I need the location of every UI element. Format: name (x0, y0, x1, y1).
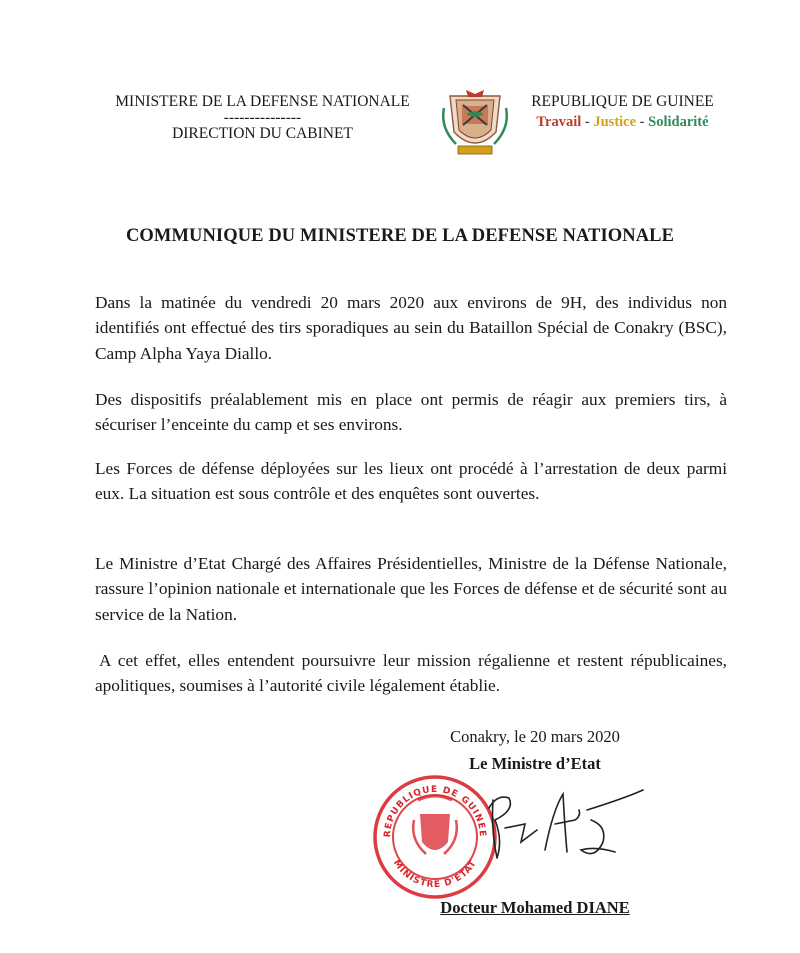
cabinet-direction: DIRECTION DU CABINET (172, 125, 353, 142)
motto-word-justice: Justice (593, 114, 637, 130)
motto-word-travail: Travail (536, 114, 582, 130)
svg-text:REPUBLIQUE DE GUINEE: REPUBLIQUE DE GUINEE (382, 784, 488, 838)
national-motto (515, 112, 730, 132)
body-paragraph: Des dispositifs préalablement mis en place ont permis de réagir aux premiers tirs, à sécuriser l’enceinte du camp et ses environs. (95, 390, 727, 435)
svg-text:MINISTRE D'ETAT: MINISTRE D'ETAT (390, 858, 480, 891)
motto-separator: - (581, 114, 594, 130)
communique-title: COMMUNIQUE DU MINISTERE DE LA DEFENSE NATIONALE (125, 226, 675, 246)
motto-word-solidarite: Solidarité (648, 114, 709, 130)
ministry-header (90, 92, 435, 144)
signatory-name: Docteur Mohamed DIANE (440, 898, 630, 917)
motto-separator: - (636, 114, 649, 130)
republic-name: REPUBLIQUE DE GUINEE (531, 93, 714, 110)
body-paragraph: Dans la matinée du vendredi 20 mars 2020 aux environs de 9H, des individus non identifiés ont effectué des tirs sporadiques au sein du Bataillon Spécial de Conakry (BSC), Camp Alpha Yaya Diallo. (95, 293, 727, 363)
body-paragraph: Les Forces de défense déployées sur les lieux ont procédé à l’arrestation de deux parmi eux. La situation est sous contrôle et des enquêtes sont ouvertes. (95, 459, 727, 504)
body-paragraph: Le Ministre d’Etat Chargé des Affaires Présidentielles, Ministre de la Défense Nationale, rassure l’opinion nationale et internationale que les Forces de défense et de sécurité sont au service de la Nation. (95, 554, 727, 624)
body-paragraph: A cet effet, elles entendent poursuivre leur mission régalienne et restent républicaines, apolitiques, soumises à l’autorité civile légalement établie. (95, 651, 727, 696)
republic-header (515, 92, 730, 132)
coat-of-arms-icon (436, 88, 514, 160)
header-divider: --------------- (223, 109, 302, 126)
signatory-role: Le Ministre d’Etat (469, 754, 601, 773)
place-and-date: Conakry, le 20 mars 2020 (450, 727, 620, 746)
ministry-name: MINISTERE DE LA DEFENSE NATIONALE (115, 93, 410, 110)
handwritten-signature (475, 780, 655, 875)
